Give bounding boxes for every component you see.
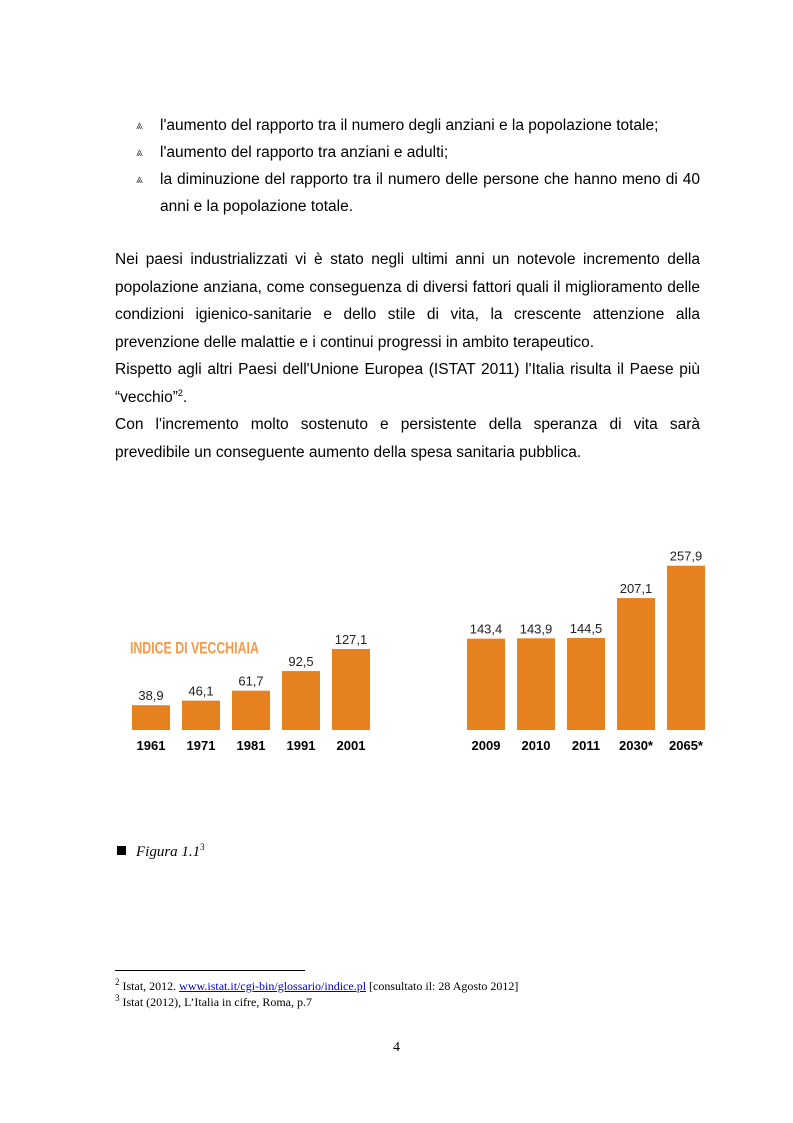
paragraph-2-text: Rispetto agli altri Paesi dell'Unione Europea (ISTAT 2011) l'Italia risulta il Paese più “vecchio” — [115, 361, 700, 406]
footnote-ref-3[interactable]: 3 — [200, 842, 205, 852]
chart-value-label: 207,1 — [619, 581, 653, 597]
chart-value-label: 257,9 — [669, 548, 703, 564]
chart-bar-2011 — [567, 638, 605, 730]
aging-index-chart — [110, 530, 710, 770]
chart-bar-1971 — [182, 701, 220, 730]
chart-value-label: 92,5 — [288, 654, 314, 670]
footnote-ref-2[interactable]: 2 — [177, 387, 183, 398]
chart-category-label: 2010 — [521, 738, 551, 753]
chart-category-label: 2009 — [471, 738, 501, 753]
footnote-2 — [115, 979, 518, 993]
aging-index-chart-svg — [110, 530, 710, 770]
chart-value-label: 46,1 — [188, 683, 214, 699]
chart-category-label: 2001 — [336, 738, 366, 753]
bullet-item — [136, 139, 700, 166]
chart-category-label: 1961 — [136, 738, 166, 753]
page-number: 4 — [393, 1040, 400, 1055]
bullet-list — [136, 112, 700, 220]
footnote-number: 2 — [115, 977, 120, 987]
paragraph-3: Con l'incremento molto sostenuto e persistente della speranza di vita sarà prevedibile un conseguente aumento della spesa sanitaria pubblica. — [115, 416, 700, 461]
chart-bar-2001 — [332, 649, 370, 730]
chart-category-label: 2065* — [669, 738, 703, 753]
chart-title: INDICE DI VECCHIAIA — [129, 640, 259, 659]
footnote-prefix: Istat (2012), L’Italia in cifre, Roma, p.7 — [122, 995, 313, 1009]
bullet-text: l'aumento del rapporto tra il numero degli anziani e la popolazione totale; — [160, 117, 659, 134]
body-text — [115, 246, 700, 466]
chart-category-label: 2011 — [571, 738, 601, 753]
chart-category-label: 1991 — [286, 738, 316, 753]
bullet-text: l'aumento del rapporto tra anziani e adulti; — [160, 144, 449, 161]
chart-value-label: 144,5 — [569, 620, 603, 636]
bullet-text: la diminuzione del rapporto tra il numero delle persone che hanno meno di 40 anni e la popolazione totale. — [160, 171, 700, 215]
square-bullet-icon — [117, 846, 126, 855]
footnote-3 — [115, 995, 312, 1009]
chart-value-label: 143,9 — [519, 621, 553, 637]
chart-bar-1991 — [282, 671, 320, 730]
chart-value-label: 61,7 — [238, 673, 264, 689]
chart-bar-1981 — [232, 691, 270, 730]
bullet-item — [136, 112, 700, 139]
footnote-number: 3 — [115, 993, 120, 1003]
chart-bar-2065* — [667, 566, 705, 730]
footnote-link[interactable]: www.istat.it/cgi-bin/glossario/indice.pl — [179, 979, 367, 993]
figure-caption — [117, 844, 205, 861]
chart-value-label: 143,4 — [469, 621, 503, 637]
figure-caption-title: Figura 1.1 — [136, 844, 201, 860]
chart-bar-2010 — [517, 638, 555, 730]
chart-bar-2009 — [467, 639, 505, 730]
chart-value-label: 127,1 — [334, 632, 368, 648]
chart-category-label: 1971 — [186, 738, 216, 753]
triangle-bullet-icon: ⩓ — [136, 118, 143, 132]
triangle-bullet-icon: ⩓ — [136, 172, 143, 186]
footnote-divider — [115, 970, 305, 971]
chart-value-label: 38,9 — [138, 688, 164, 704]
chart-category-label: 1981 — [236, 738, 266, 753]
paragraph-1: Nei paesi industrializzati vi è stato negli ultimi anni un notevole incremento della popolazione anziana, come conseguenza di diversi fattori quali il miglioramento delle condizioni igienico-sanitarie e dello stile di vita, la crescente attenzione alla prevenzione delle malattie e i continui progressi in ambito terapeutico. — [115, 251, 700, 351]
chart-bar-1961 — [132, 705, 170, 730]
paragraph-2-end: . — [182, 388, 188, 406]
chart-category-label: 2030* — [619, 738, 653, 753]
footnote-suffix: [consultato il: 28 Agosto 2012] — [366, 979, 519, 993]
footnote-prefix: Istat, 2012. — [122, 979, 180, 993]
chart-bar-2030* — [617, 598, 655, 730]
bullet-item — [136, 166, 700, 220]
paragraph-2 — [115, 356, 700, 411]
triangle-bullet-icon: ⩓ — [136, 145, 143, 159]
